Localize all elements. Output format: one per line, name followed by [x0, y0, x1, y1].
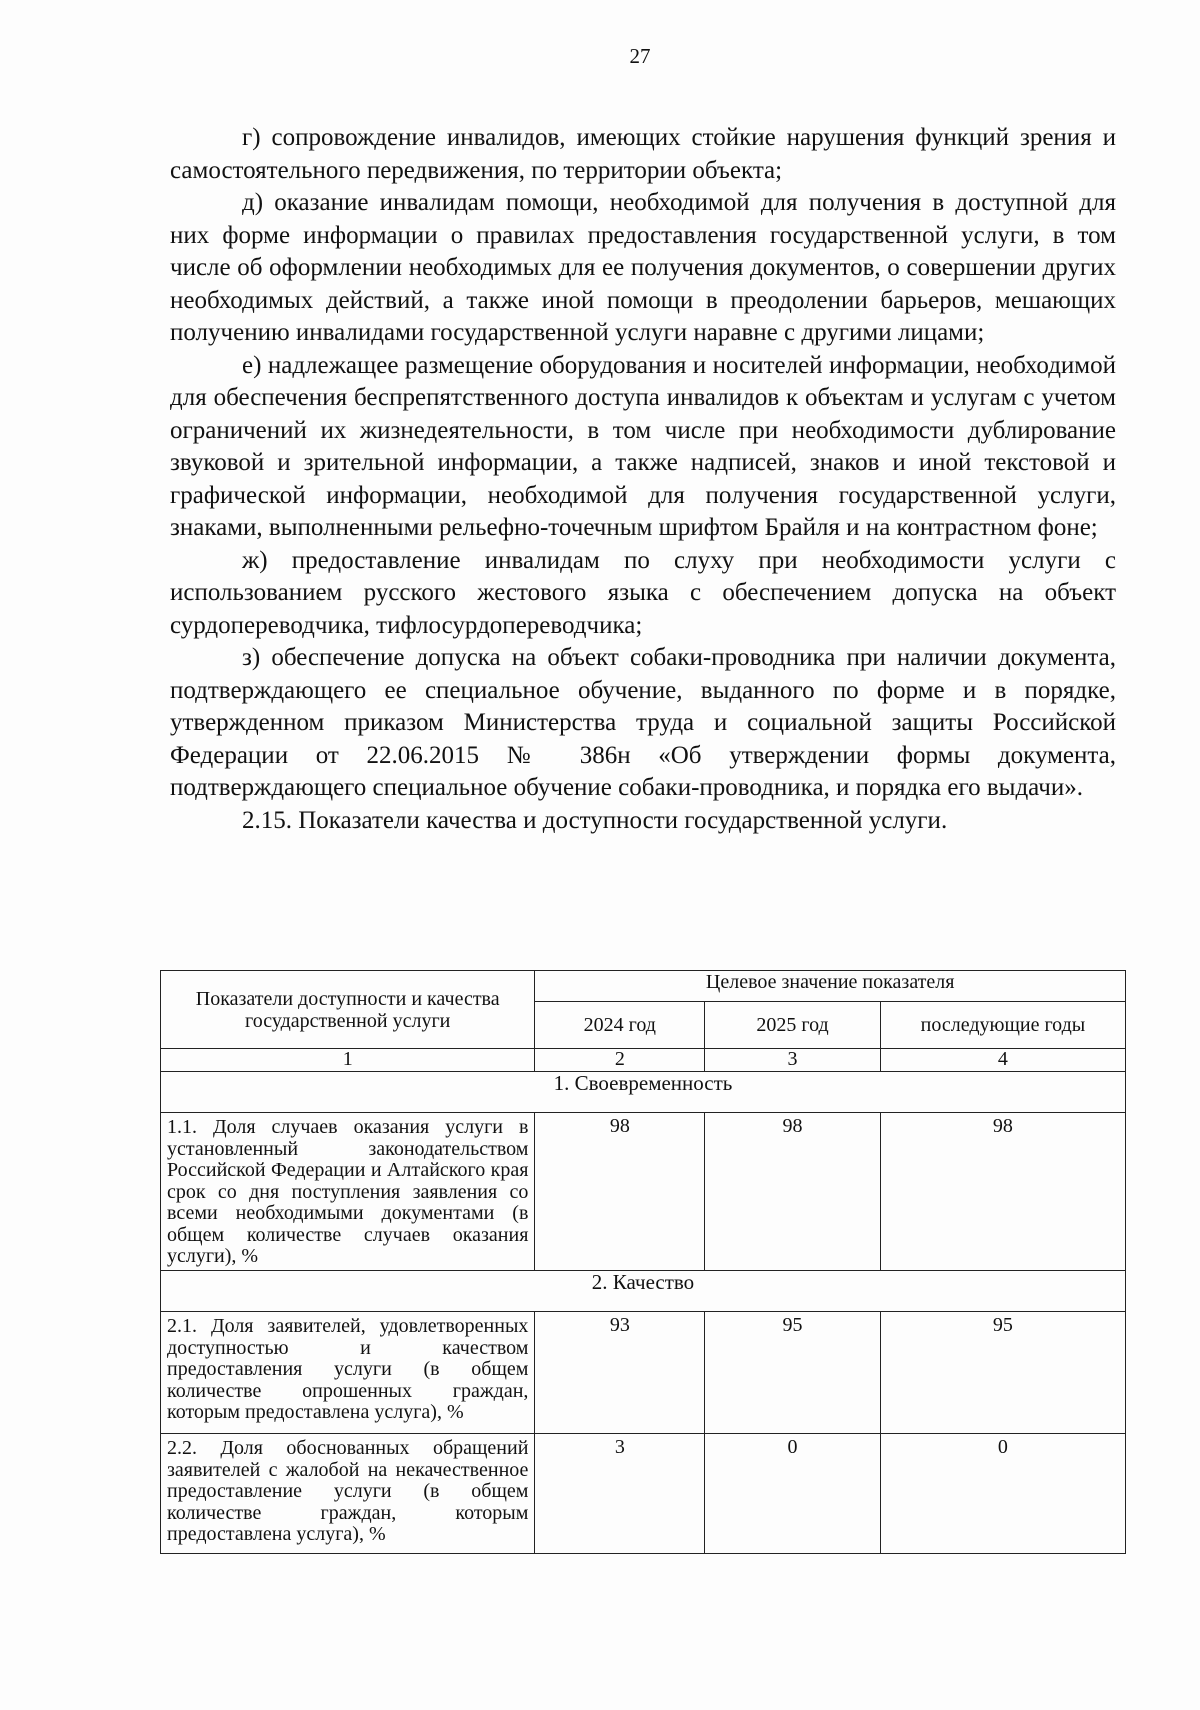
section-row-timeliness [161, 1072, 1126, 1113]
indicator-name: 2.1. Доля заявителей, удовлетворенных доступностью и качеством предоставления услуги (в общем количестве опрошенных граждан, которым предоставлена услуга), % [161, 1312, 535, 1434]
indicator-value-later: 0 [880, 1434, 1125, 1554]
header-year-2025: 2025 год [705, 1002, 881, 1049]
table-row [161, 1113, 1126, 1271]
indicator-value-2024: 93 [535, 1312, 705, 1434]
indicator-value-later: 98 [880, 1113, 1125, 1271]
indicator-name: 2.2. Доля обоснованных обращений заявителей с жалобой на некачественное предоставление услуги (в общем количестве граждан, которым предоставлена услуга), % [161, 1434, 535, 1554]
header-indicator: Показатели доступности и качества государственной услуги [161, 971, 535, 1049]
indicator-value-2025: 0 [705, 1434, 881, 1554]
section-title: 2. Качество [161, 1271, 1126, 1312]
body-text [170, 122, 1116, 837]
indicator-value-2025: 95 [705, 1312, 881, 1434]
header-year-2024: 2024 год [535, 1002, 705, 1049]
section-heading: 2.15. Показатели качества и доступности государственной услуги. [242, 806, 948, 834]
column-number: 3 [705, 1049, 881, 1072]
column-number: 2 [535, 1049, 705, 1072]
indicator-value-2025: 98 [705, 1113, 881, 1271]
paragraph-e: е) надлежащее размещение оборудования и носителей информации, необходимой для обеспечения беспрепятственного доступа инвалидов к объектам и услугам с учетом ограничений их жизнедеятельности, в том числе при необходимости дублирование звуковой и зрительной информации, а также надписей, знаков и иной текстовой и графической информации, необходимой для получения государственной услуги, знаками, выполненными рельефно-точечным шрифтом Брайля и на контрастном фоне; [170, 351, 1116, 541]
paragraph-zh: ж) предоставление инвалидам по слуху при необходимости услуги с использованием русского жестового языка с обеспечением допуска на объект сурдопереводчика, тифлосурдопереводчика; [170, 546, 1116, 639]
table-row [161, 1312, 1126, 1434]
page-number: 27 [629, 44, 651, 68]
paragraph-z: з) обеспечение допуска на объект собаки-проводника при наличии документа, подтверждающего ее специальное обучение, выданного по форме и в порядке, утвержденном приказом Министерства труда и социальной защиты Российской Федерации от 22.06.2015 № 386н «Об утверждении формы документа, подтверждающего специальное обучение собаки-проводника, и порядка его выдачи». [170, 644, 1116, 801]
section-title: 1. Своевременность [161, 1072, 1126, 1113]
indicator-value-later: 95 [880, 1312, 1125, 1434]
indicator-name: 1.1. Доля случаев оказания услуги в установленный законодательством Российской Федерации и Алтайского края срок со дня поступления заявления со всеми необходимыми документами (в общем количестве случаев оказания услуги), % [161, 1113, 535, 1271]
column-number: 4 [880, 1049, 1125, 1072]
table-row [161, 1434, 1126, 1554]
paragraph-g: г) сопровождение инвалидов, имеющих стойкие нарушения функций зрения и самостоятельного передвижения, по территории объекта; [170, 124, 1116, 184]
indicator-value-2024: 98 [535, 1113, 705, 1271]
section-row-quality [161, 1271, 1126, 1312]
indicator-value-2024: 3 [535, 1434, 705, 1554]
header-target-value: Целевое значение показателя [535, 971, 1126, 1002]
header-subsequent-years: последующие годы [880, 1002, 1125, 1049]
indicators-table [160, 970, 1126, 1554]
paragraph-d: д) оказание инвалидам помощи, необходимой для получения в доступной для них форме информации о правилах предоставления государственной услуги, в том числе об оформлении необходимых для ее получения документов, о совершении других необходимых действий, а также иной помощи в преодолении барьеров, мешающих получению инвалидами государственной услуги наравне с другими лицами; [170, 189, 1116, 346]
column-numbers-row [161, 1049, 1126, 1072]
column-number: 1 [161, 1049, 535, 1072]
table-header-row [161, 971, 1126, 1002]
